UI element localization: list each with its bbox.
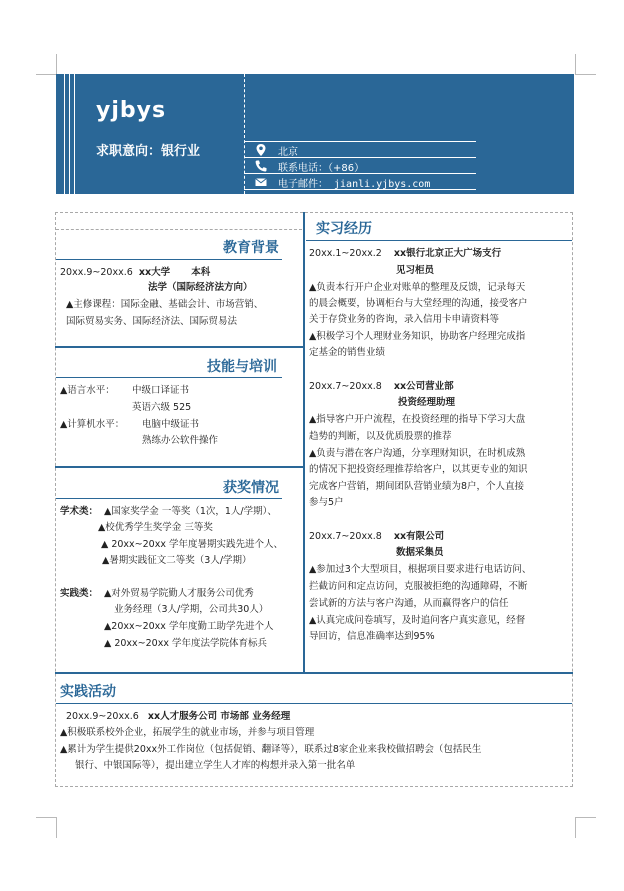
job-company: xx银行北京正大广场支行 <box>393 248 502 259</box>
section-divider <box>55 346 303 348</box>
job-role: 见习柜员 <box>396 265 435 276</box>
job-detail: 完成客户营销，期间团队营销业绩为8户，个人直接 <box>309 481 525 492</box>
skills-title: 技能与培训 <box>207 359 277 375</box>
award-item: ▲ 20xx~20xx 学年度暑期实践先进个人、 <box>101 539 283 550</box>
practice-title: 实践活动 <box>60 684 116 700</box>
education-major: 法学（国际经济法方向） <box>148 282 253 293</box>
section-divider <box>55 466 303 468</box>
crop-mark-bottom-left <box>36 817 57 838</box>
crop-mark-top-right <box>575 54 596 75</box>
crop-mark-bottom-right <box>575 817 596 838</box>
email-text: 电子邮件： jianli.yjbys.com <box>278 179 431 190</box>
job-detail: ▲负责与潜在客户沟通，分享理财知识，在时机成熟 <box>309 448 526 459</box>
skills-lang-1: 中级口译证书 <box>132 385 190 396</box>
award-item: ▲暑期实践征文二等奖（3人/学期） <box>102 555 252 566</box>
job-detail: ▲认真完成问卷填写，及时追问客户真实意见，经督 <box>309 615 526 626</box>
skills-lang-2: 英语六级 525 <box>132 402 192 413</box>
job-detail: 的晨会概要，协调柜台与大堂经理的沟通，接受客户 <box>309 298 528 309</box>
education-row <box>60 266 210 279</box>
location-text: 北京 <box>278 147 298 158</box>
job-header <box>309 530 444 543</box>
job-header <box>309 247 501 260</box>
awards-academic-label: 学术类： <box>60 506 99 517</box>
job-period: 20xx.7~20xx.8 <box>309 381 382 392</box>
header-deco-line <box>74 74 75 194</box>
awards-title: 获奖情况 <box>223 480 279 496</box>
column-divider <box>303 212 305 672</box>
education-top-rule <box>56 229 302 230</box>
skills-comp-label: ▲计算机水平： <box>60 419 125 430</box>
education-courses-1: ▲主修课程：国际金融、基础会计、市场营销、 <box>66 299 264 310</box>
job-period: 20xx.7~20xx.8 <box>309 531 382 542</box>
awards-practice-label: 实践类： <box>60 588 99 599</box>
practice-detail: 银行、中银国际等），提出建立学生人才库的构想并录入第一批名单 <box>75 760 356 771</box>
header-deco-line <box>64 74 65 194</box>
phone-text: 联系电话：（+86） <box>278 163 365 174</box>
job-intent-value: 银行业 <box>161 144 201 159</box>
education-title: 教育背景 <box>223 240 279 256</box>
education-period: 20xx.9~20xx.6 <box>60 267 133 278</box>
phone-icon <box>254 159 268 173</box>
contact-email <box>244 173 476 190</box>
skills-comp-1: 电脑中级证书 <box>142 419 200 430</box>
job-detail: 的情况下把投资经理推荐给客户，以其更专业的知识 <box>309 464 528 475</box>
job-detail: 导回访，信息准确率达到95% <box>309 631 435 642</box>
practice-detail: ▲积极联系校外企业，拓展学生的就业市场，并参与项目管理 <box>60 727 315 738</box>
skills-underline <box>56 377 282 378</box>
internship-title: 实习经历 <box>316 221 372 237</box>
location-pin-icon <box>254 143 268 157</box>
job-detail: ▲参加过3个大型项目，根据项目要求进行电话访问、 <box>309 564 532 575</box>
practice-underline <box>56 703 572 704</box>
job-detail: 关于存贷业务的咨询，录入信用卡申请资料等 <box>309 314 500 325</box>
award-item: ▲ 20xx~20xx 学年度法学院体育标兵 <box>104 638 267 649</box>
mail-icon <box>254 175 268 189</box>
job-company: xx公司营业部 <box>393 381 454 392</box>
job-header <box>309 380 454 393</box>
education-school: xx大学 <box>138 267 171 278</box>
job-detail: 定基金的销售业绩 <box>309 347 386 358</box>
crop-mark-top-left <box>36 54 57 75</box>
job-detail: 尝试新的方法与客户沟通，从而赢得客户的信任 <box>309 598 509 609</box>
job-intent <box>96 140 200 159</box>
job-detail: ▲负责本行开户企业对账单的整理及反馈，记录每天 <box>309 282 526 293</box>
education-underline <box>56 259 282 260</box>
award-item: ▲20xx~20xx 学年度勤工助学先进个人 <box>104 621 274 632</box>
practice-period: 20xx.9~20xx.6 <box>66 711 139 722</box>
practice-org: xx人才服务公司 市场部 业务经理 <box>147 711 291 722</box>
section-divider <box>55 672 573 674</box>
award-item: ▲对外贸易学院勤人才服务公司优秀 <box>104 588 254 599</box>
job-detail: 趋势的判断，以及优质股票的推荐 <box>309 431 452 442</box>
job-detail: 参与5户 <box>309 497 344 508</box>
skills-lang-label: ▲语言水平： <box>60 385 115 396</box>
award-item: 业务经理（3人/学期，公司共30人） <box>114 604 269 615</box>
awards-underline <box>56 498 282 499</box>
practice-header <box>66 710 290 723</box>
job-detail: 拦截访问和定点访问，克服被拒绝的沟通障碍，不断 <box>309 581 528 592</box>
contact-phone <box>244 157 476 173</box>
practice-detail: ▲累计为学生提供20xx外工作岗位（包括促销、翻译等），联系过8家企业来我校做招聘会（包括民生 <box>60 744 482 755</box>
job-detail: ▲指导客户开户流程，在投资经理的指导下学习大盘 <box>309 414 526 425</box>
award-item: ▲校优秀学生奖学金 三等奖 <box>98 522 213 533</box>
candidate-name: yjbys <box>96 98 167 123</box>
header-deco-line <box>69 74 70 194</box>
education-degree: 本科 <box>191 267 211 278</box>
job-role: 数据采集员 <box>396 547 444 558</box>
resume-header <box>56 74 574 194</box>
job-role: 投资经理助理 <box>398 397 456 408</box>
contact-location <box>244 141 476 157</box>
job-intent-label: 求职意向： <box>96 144 162 159</box>
education-courses-2: 国际贸易实务、国际经济法、国际贸易法 <box>66 316 238 327</box>
award-item: ▲国家奖学金 一等奖（1次，1人/学期）、 <box>104 506 277 517</box>
job-company: xx有限公司 <box>393 531 445 542</box>
job-detail: ▲积极学习个人理财业务知识，协助客户经理完成指 <box>309 331 526 342</box>
skills-comp-2: 熟练办公软件操作 <box>142 435 219 446</box>
internship-underline <box>306 240 572 241</box>
job-period: 20xx.1~20xx.2 <box>309 248 382 259</box>
